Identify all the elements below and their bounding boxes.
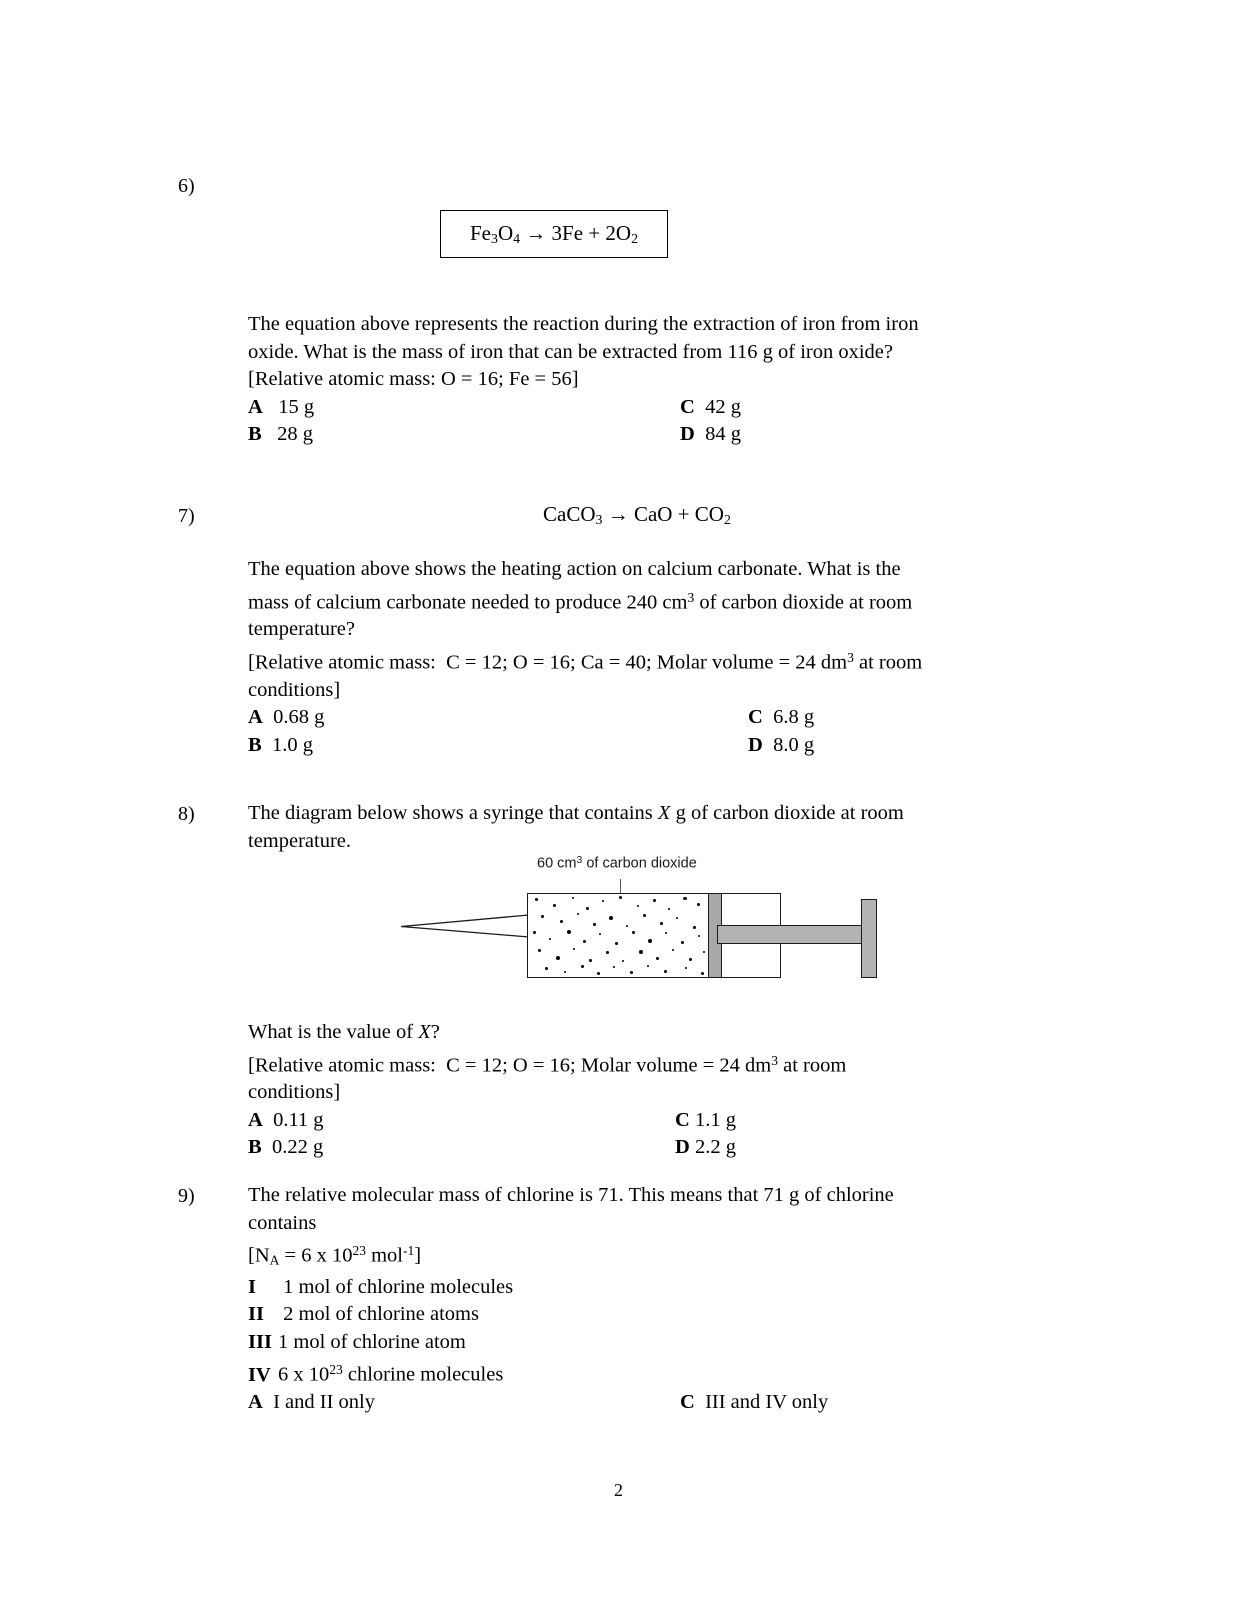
question-8-body-top	[248, 800, 1038, 855]
question-number-8: 8)	[178, 803, 195, 825]
question-8-body-bottom	[248, 1019, 1038, 1162]
q9-statement-4: IV 6 x $10^{23}$ chlorine molecules	[248, 1362, 504, 1386]
q6-option-row-1	[248, 394, 1038, 422]
q8-option-row-1	[248, 1107, 1038, 1135]
q6-option-row-2	[248, 421, 1038, 449]
q9-statement-1: I 1 mol of chlorine molecules	[248, 1275, 514, 1298]
question-number-9: 9)	[178, 1185, 195, 1207]
q8-line-1: The diagram below shows a syringe that contains X g of carbon dioxide at room	[248, 802, 904, 824]
syringe-volume-label: 60 $cm^3$ of carbon dioxide	[537, 855, 697, 872]
page-number: 2	[614, 1480, 623, 1500]
q9-line-1: The relative molecular mass of chlorine is 71. This means that 71 g of chlorine	[248, 1184, 894, 1206]
q7-line-2: mass of calcium carbonate needed to produce 240 $cm^3$ of carbon dioxide at room	[248, 589, 913, 613]
q6-line-2: oxide. What is the mass of iron that can be extracted from 116 g of iron oxide?	[248, 340, 893, 363]
q7-line-3: temperature?	[248, 618, 355, 641]
equation-q6-text: $Fe_3O_4 \to 3Fe + 2O_2$	[470, 220, 638, 247]
question-7-body	[248, 556, 1038, 759]
q8-line-3: What is the value of X?	[248, 1021, 440, 1043]
q8-line-2: temperature.	[248, 829, 352, 852]
syringe-plunger-rod	[717, 925, 876, 944]
q6-line-1: The equation above represents the reaction during the extraction of iron from iron	[248, 313, 919, 335]
option-a-q8[interactable]: A 0.11 g	[248, 1108, 324, 1131]
question-6-body	[248, 311, 1038, 449]
q8-option-row-2	[248, 1134, 1038, 1162]
option-c-q8[interactable]: C 1.1 g	[675, 1108, 736, 1131]
option-d-q6[interactable]: D 84 g	[680, 423, 741, 445]
option-a-q7[interactable]: A 0.68 g	[248, 706, 325, 729]
option-d-q8[interactable]: D 2.2 g	[675, 1136, 736, 1159]
option-c-q6[interactable]: C 42 g	[680, 395, 741, 418]
equation-box-q6	[440, 210, 668, 258]
q9-statement-3: III 1 mol of chlorine atom	[248, 1330, 466, 1353]
equation-q7: CaCO$_3$ → CaO + $CO_2$	[543, 502, 731, 528]
q7-line-4: [Relative atomic mass: C = 12; O = 16; Ca = 40; Molar volume = 24 $dm^3$ at room	[248, 649, 923, 674]
q8-line-4: [Relative atomic mass: C = 12; O = 16; Molar volume = 24 $dm^3$ at room	[248, 1052, 847, 1076]
q9-line-3: [$N_A = 6$ x $10^{23}$ mol$^{-1}$]	[248, 1243, 422, 1268]
option-c-q9[interactable]: C III and IV only	[680, 1391, 829, 1414]
syringe-plunger-flange	[861, 899, 877, 978]
option-b-q6[interactable]: B 28 g	[248, 423, 313, 445]
option-a-q9[interactable]: A I and II only	[248, 1391, 375, 1414]
question-number-7: 7)	[178, 505, 195, 527]
syringe-needle-icon	[401, 913, 529, 939]
q6-line-3: [Relative atomic mass: O = 16; Fe = 56]	[248, 368, 579, 390]
question-9-body	[248, 1182, 1038, 1417]
q8-line-5: conditions]	[248, 1081, 341, 1104]
q7-line-1: The equation above shows the heating action on calcium carbonate. What is the	[248, 558, 901, 580]
option-c-q7[interactable]: C 6.8 g	[748, 706, 815, 729]
syringe-diagram	[395, 855, 895, 990]
q9-option-row-1	[248, 1389, 1038, 1417]
option-a-q6[interactable]: A 15 g	[248, 395, 315, 418]
option-b-q8[interactable]: B 0.22 g	[248, 1136, 324, 1159]
q7-option-row-1	[248, 704, 1038, 732]
q7-line-5: conditions]	[248, 678, 341, 701]
question-number-6: 6)	[178, 175, 195, 197]
option-d-q7[interactable]: D 8.0 g	[748, 733, 815, 756]
q9-statement-2: II 2 mol of chlorine atoms	[248, 1303, 479, 1326]
option-b-q7[interactable]: B 1.0 g	[248, 733, 313, 756]
syringe-gas-region	[527, 893, 710, 978]
q7-option-row-2	[248, 732, 1038, 760]
q9-line-2: contains	[248, 1211, 317, 1234]
